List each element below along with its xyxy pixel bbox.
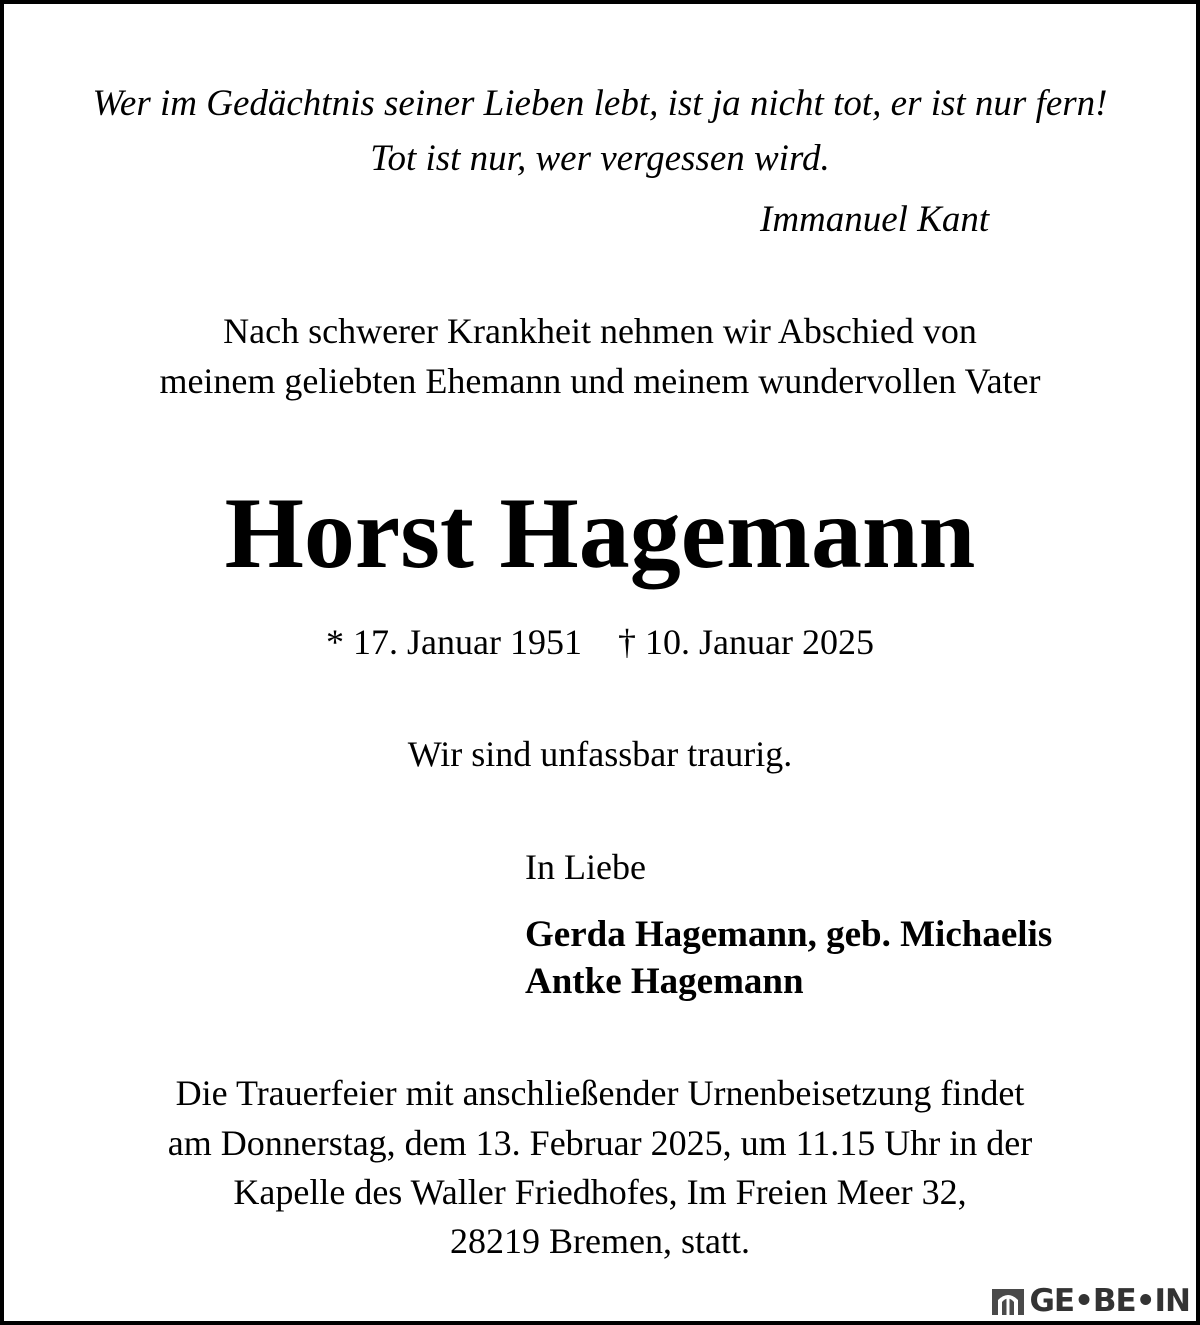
intro-line-1: Nach schwerer Krankheit nehmen wir Abschied von xyxy=(223,311,977,351)
ceremony-line-1: Die Trauerfeier mit anschließender Urnenbeisetzung findet xyxy=(175,1073,1025,1113)
gebein-logo-icon xyxy=(991,1286,1025,1316)
mourner-name-2: Antke Hagemann xyxy=(525,961,804,1002)
quote-line-2: Tot ist nur, wer vergessen wird. xyxy=(370,138,830,179)
deceased-name: Horst Hagemann xyxy=(224,477,976,590)
ceremony-line-4: 28219 Bremen, statt. xyxy=(450,1221,750,1261)
intro-line-2: meinem geliebten Ehemann und meinem wundervollen Vater xyxy=(159,361,1041,401)
quote-line-1: Wer im Gedächtnis seiner Lieben lebt, ist ja nicht tot, er ist nur fern! xyxy=(92,83,1108,124)
ceremony-line-3: Kapelle des Waller Friedhofes, Im Freien Meer 32, xyxy=(233,1172,967,1212)
quote-author: Immanuel Kant xyxy=(760,199,990,240)
ceremony-line-2: am Donnerstag, dem 13. Februar 2025, um 11.15 Uhr in der xyxy=(167,1123,1033,1163)
gebein-logo xyxy=(991,1283,1190,1319)
gebein-logo-text: GE•BE•IN xyxy=(1029,1283,1190,1319)
mourner-name-1: Gerda Hagemann, geb. Michaelis xyxy=(525,914,1053,955)
signoff-greeting: In Liebe xyxy=(525,847,646,887)
life-dates: * 17. Januar 1951 † 10. Januar 2025 xyxy=(326,622,874,662)
sentiment-text: Wir sind unfassbar traurig. xyxy=(407,734,793,774)
